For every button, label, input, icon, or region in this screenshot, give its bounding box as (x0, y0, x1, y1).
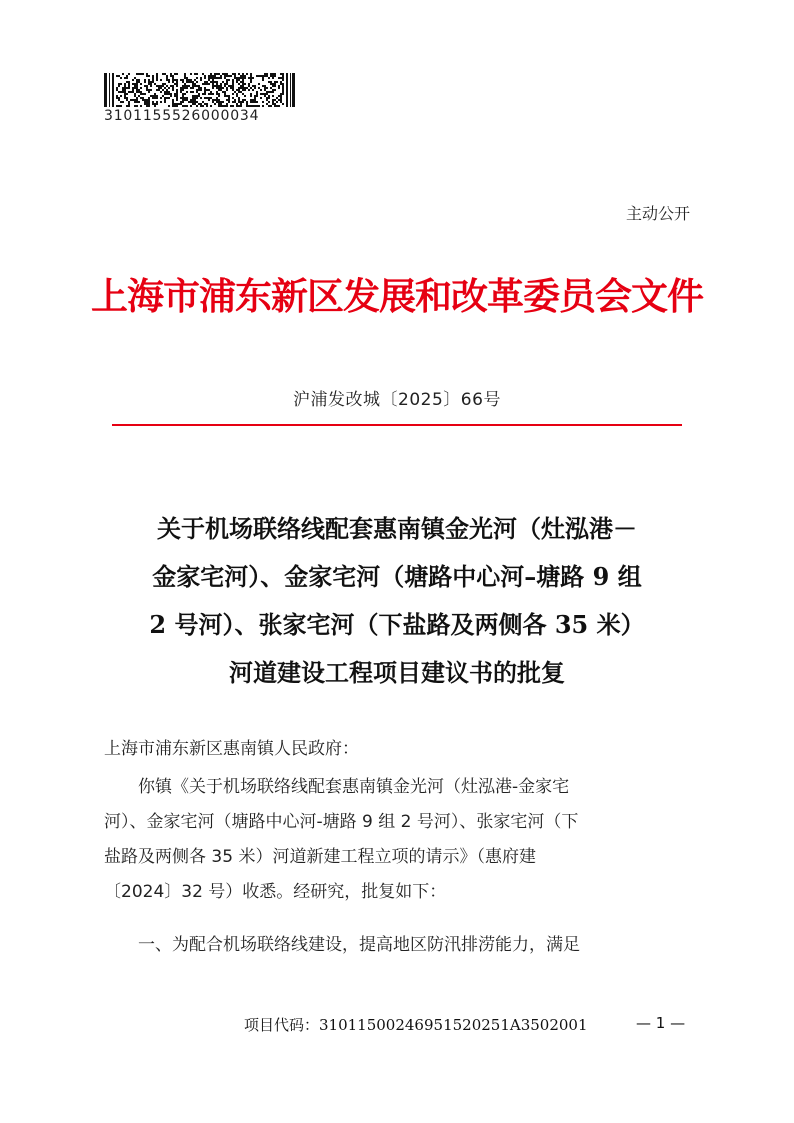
subject-title-line: 关于机场联络线配套惠南镇金光河（灶泓港－ (157, 514, 637, 543)
body-line: 河）、金家宅河（塘路中心河-塘路 9 组 2 号河）、张家宅河（下 (104, 812, 579, 832)
body-paragraph-2 (104, 928, 694, 963)
subject-title-line: 河道建设工程项目建议书的批复 (229, 658, 565, 687)
body-line: 一、为配合机场联络线建设，提高地区防汛排涝能力，满足 (104, 935, 580, 955)
body-paragraph-1 (104, 770, 694, 910)
issuing-organization-title: 上海市浦东新区发展和改革委员会文件 (91, 274, 703, 318)
red-separator-line (112, 424, 682, 426)
document-number: 沪浦发改城〔2025〕66号 (293, 390, 501, 410)
addressee: 上海市浦东新区惠南镇人民政府： (104, 739, 359, 759)
body-line: 盐路及两侧各 35 米）河道新建工程立项的请示》（惠府建 (104, 847, 536, 867)
barcode-number: 3101155526000034 (104, 108, 260, 124)
subject-title-line: 金家宅河）、金家宅河（塘路中心河–塘路 9 组 (152, 562, 642, 591)
page-number: — 1 — (636, 1014, 686, 1032)
barcode (104, 73, 295, 107)
document-subject-title (104, 505, 690, 697)
subject-title-line: 2 号河）、张家宅河（下盐路及两侧各 35 米） (149, 610, 645, 639)
project-code: 项目代码：31011500246951520251A3502001 (244, 1016, 588, 1034)
disclosure-label: 主动公开 (625, 204, 690, 223)
body-line: 〔2024〕32 号）收悉。经研究，批复如下： (104, 882, 447, 902)
body-line: 你镇《关于机场联络线配套惠南镇金光河（灶泓港-金家宅 (104, 777, 570, 797)
